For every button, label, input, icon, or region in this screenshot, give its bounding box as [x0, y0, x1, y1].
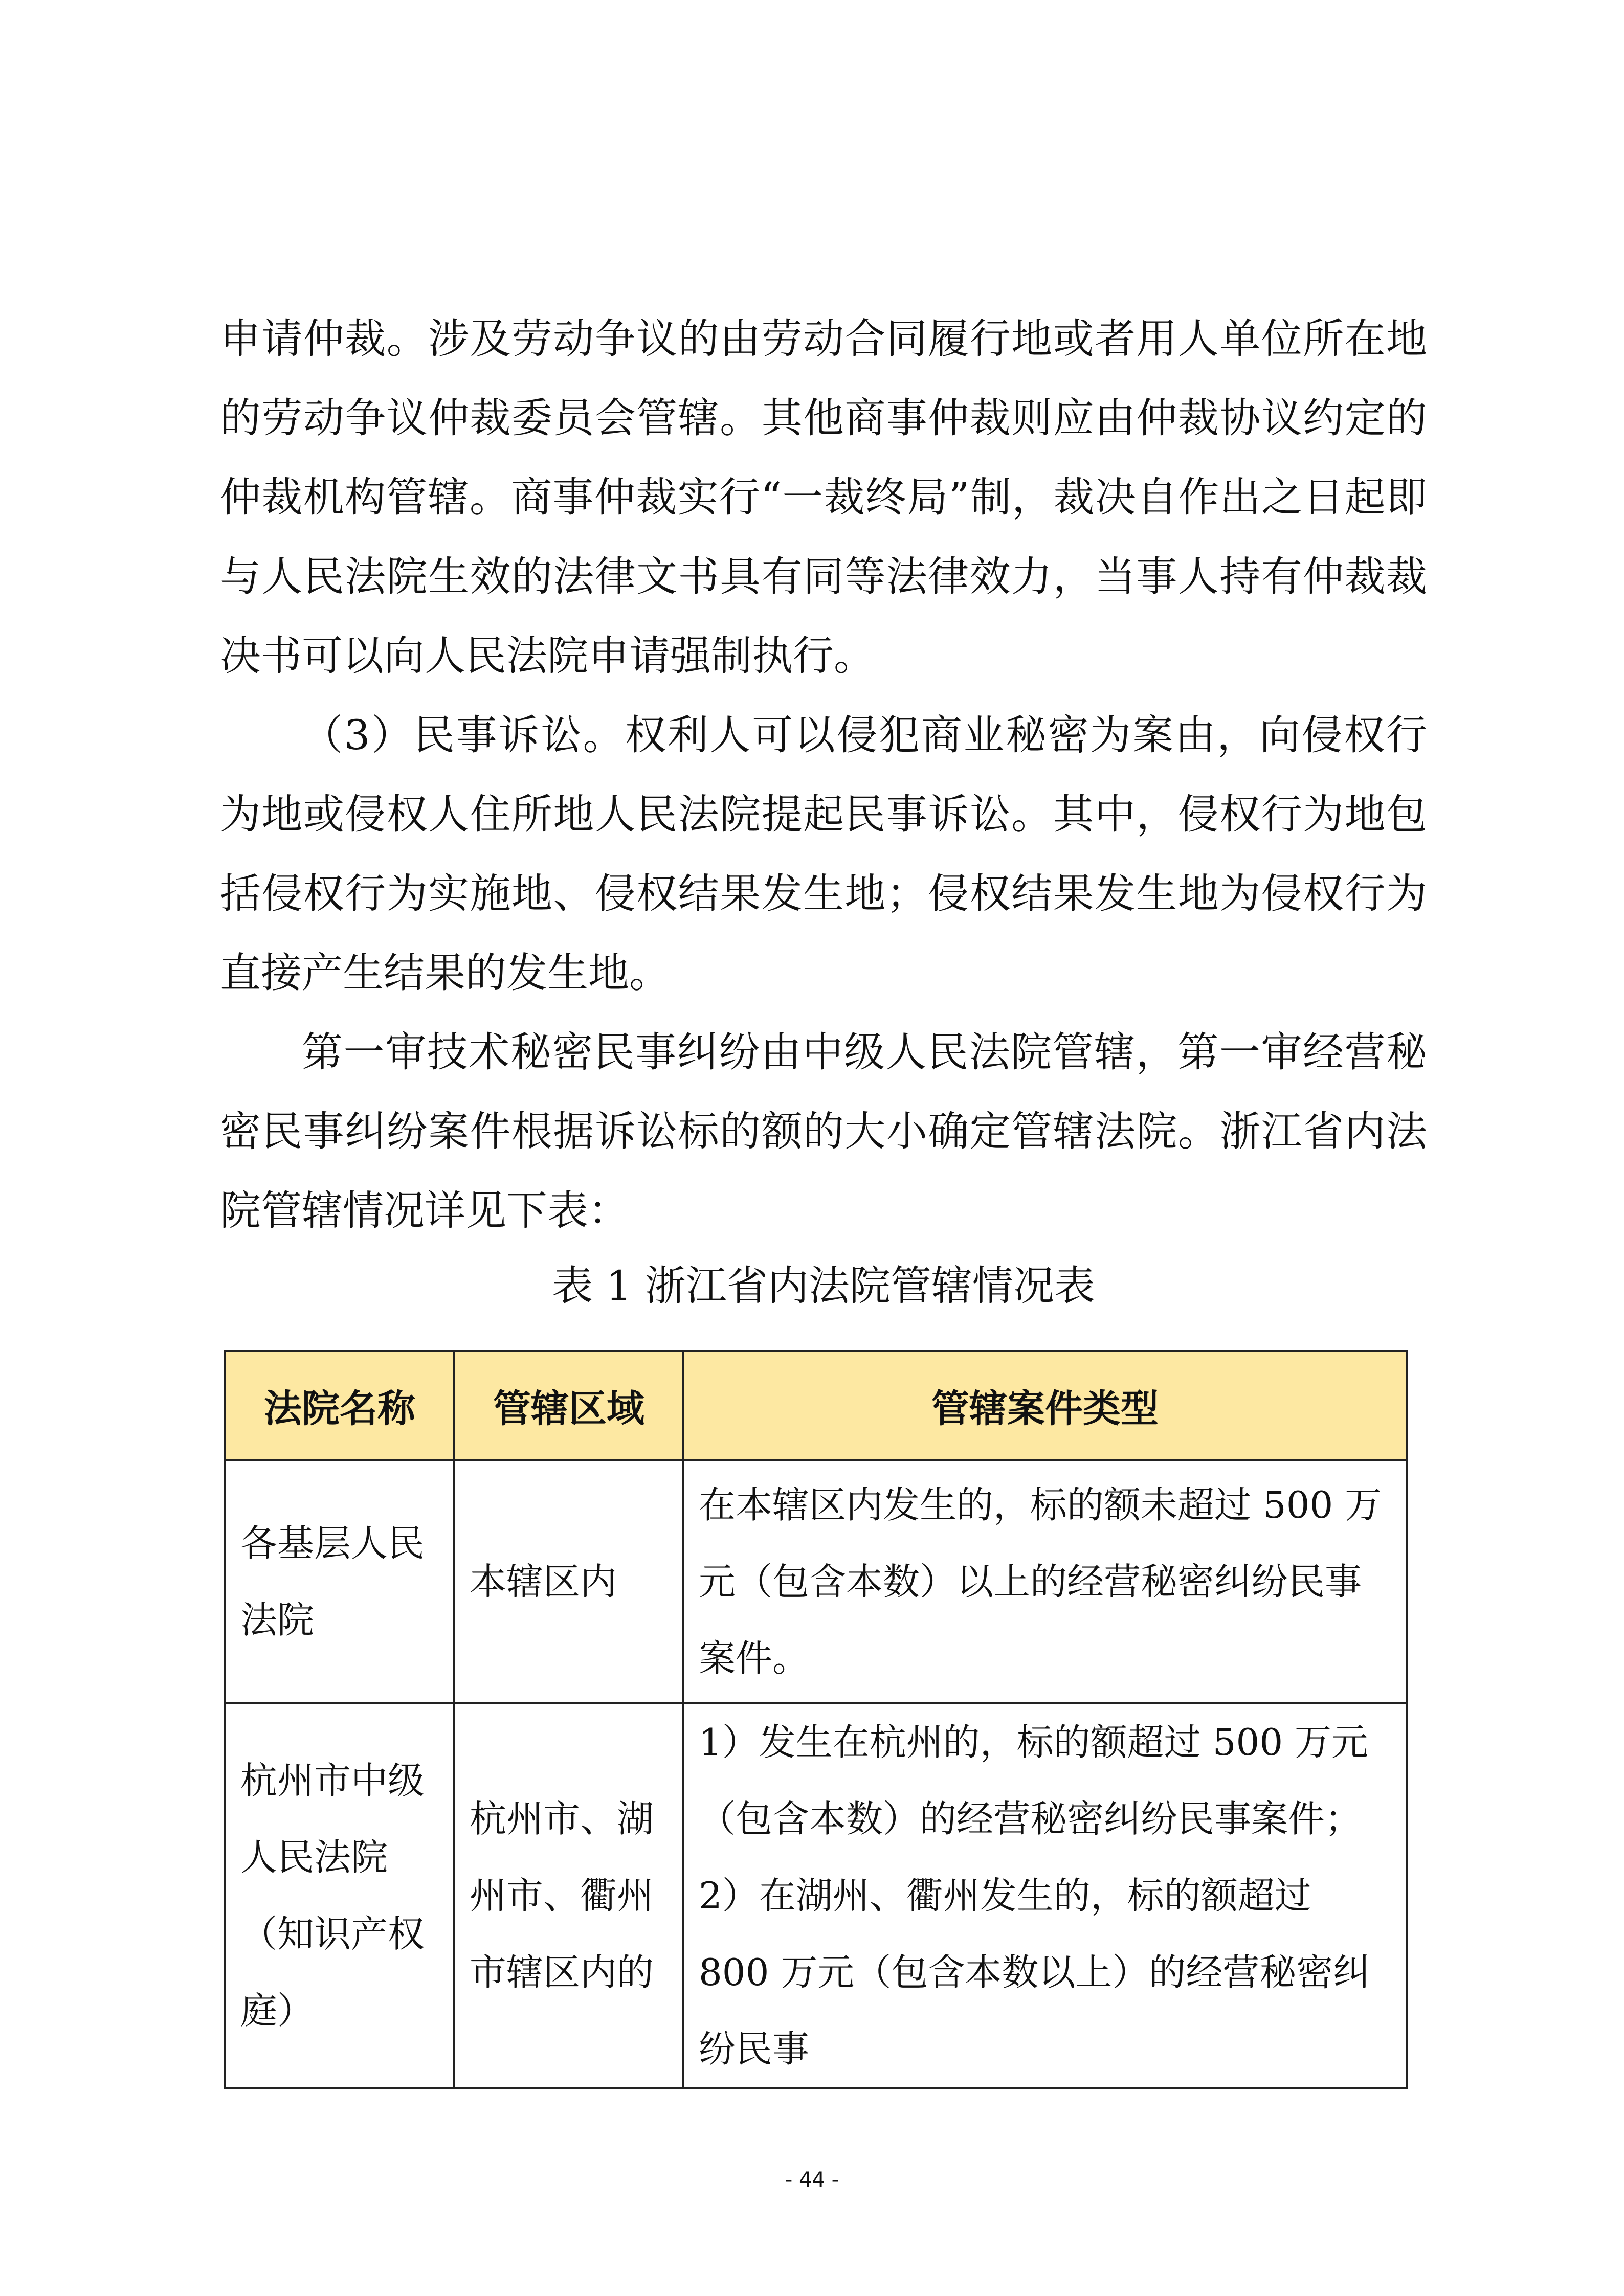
table-header-row	[225, 1351, 1407, 1460]
paragraph-text: （3）民事诉讼。权利人可以侵犯商业秘密为案由，向侵权行为地或侵权人住所地人民法院提起民事诉讼。其中，侵权行为地包括侵权行为实施地、侵权结果发生地；侵权结果发生地为侵权行为直接产生结果的发生地。	[220, 711, 1427, 997]
cell-region: 杭州市、湖州市、衢州市辖区内的	[454, 1703, 683, 2088]
page-number: - 44 -	[785, 2168, 839, 2192]
header-court-name: 法院名称	[225, 1351, 454, 1460]
table-row	[225, 1460, 1407, 1703]
body-paragraph-jurisdiction	[220, 1012, 1427, 1250]
case-type-item: 2）在湖州、衢州发生的，标的额超过 800 万元（包含本数以上）的经营秘密纠纷民事	[699, 1874, 1370, 2070]
table-row	[225, 1703, 1407, 2088]
case-type-item: 在本辖区内发生的，标的额未超过 500 万元（包含本数）以上的经营秘密纠纷民事案件。	[699, 1483, 1382, 1680]
cell-region: 本辖区内	[454, 1460, 683, 1703]
cell-court-name: 杭州市中级人民法院（知识产权庭）	[225, 1703, 454, 2088]
cell-case-types	[683, 1703, 1407, 2088]
table-caption: 表 1 浙江省内法院管辖情况表	[552, 1262, 1095, 1310]
header-case-types: 管辖案件类型	[683, 1351, 1407, 1460]
case-type-item: 1）发生在杭州的，标的额超过 500 万元（包含本数）的经营秘密纠纷民事案件；	[699, 1721, 1369, 1840]
header-jurisdiction-region: 管辖区域	[454, 1351, 683, 1460]
court-jurisdiction-table	[224, 1350, 1408, 2089]
paragraph-text: 第一审技术秘密民事纠纷由中级人民法院管辖，第一审经营秘密民事纠纷案件根据诉讼标的额的大小确定管辖法院。浙江省内法院管辖情况详见下表：	[220, 1028, 1427, 1234]
cell-case-types	[683, 1460, 1407, 1703]
body-paragraph-civil-litigation	[220, 695, 1427, 1012]
paragraph-text: 申请仲裁。涉及劳动争议的由劳动合同履行地或者用人单位所在地的劳动争议仲裁委员会管辖。其他商事仲裁则应由仲裁协议约定的仲裁机构管辖。商事仲裁实行“一裁终局”制，裁决自作出之日起即与人民法院生效的法律文书具有同等法律效力，当事人持有仲裁裁决书可以向人民法院申请强制执行。	[220, 315, 1427, 680]
cell-court-name: 各基层人民法院	[225, 1460, 454, 1703]
body-paragraph-arbitration	[220, 299, 1427, 695]
